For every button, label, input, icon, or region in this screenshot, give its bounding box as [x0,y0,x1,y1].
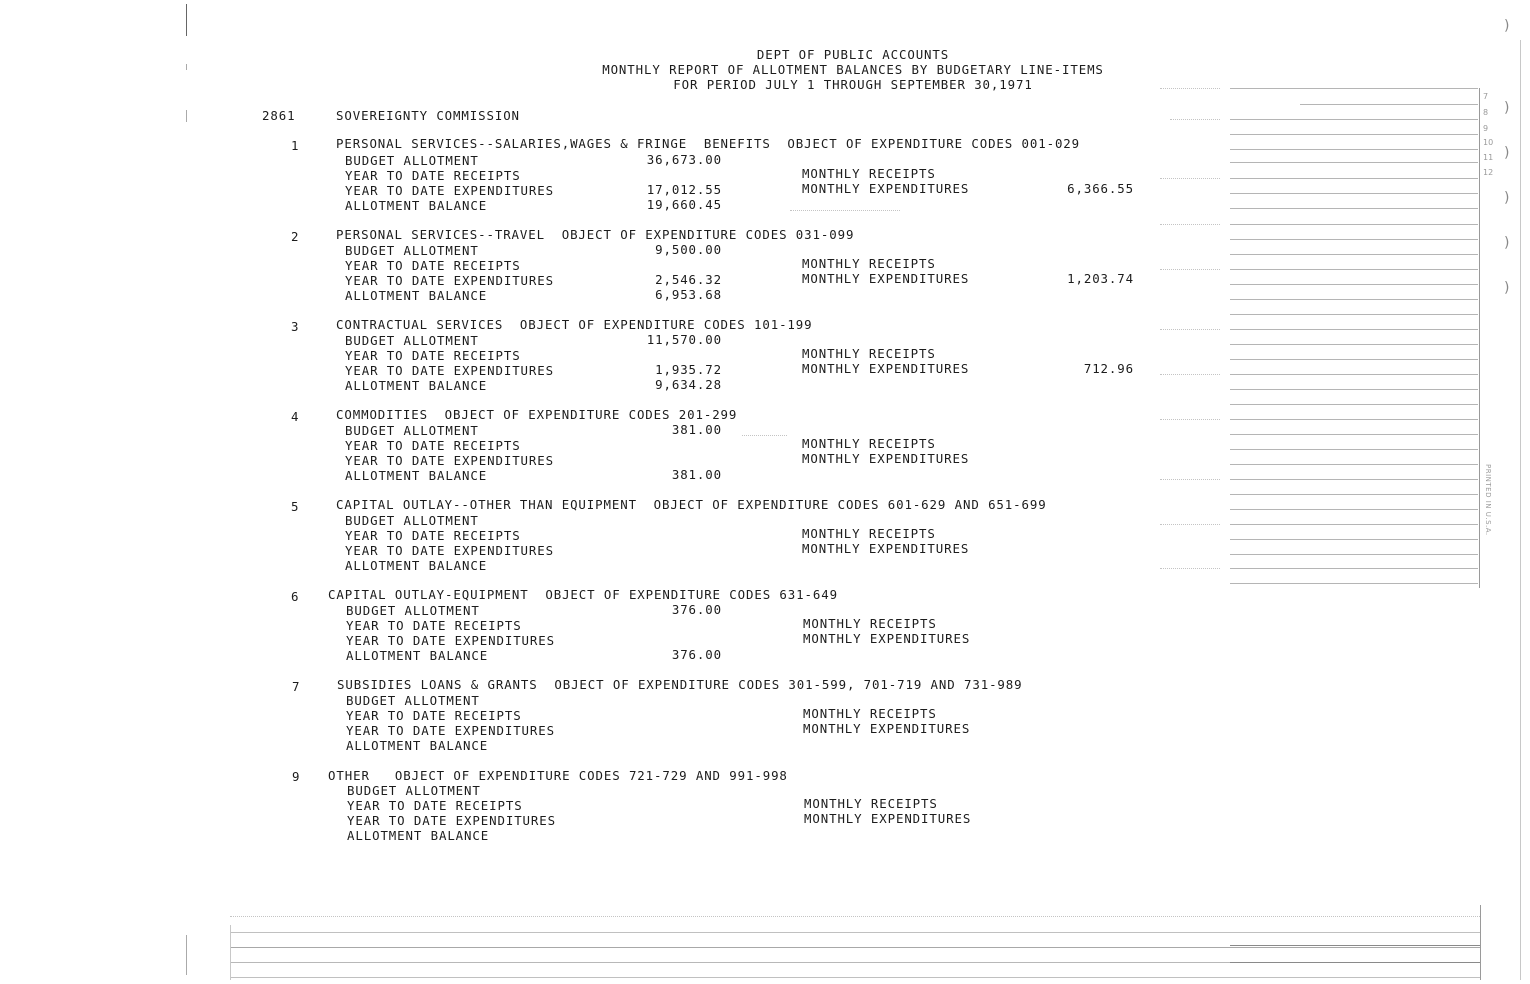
label-allotment-balance: ALLOTMENT BALANCE [345,468,488,483]
left-margin-mark [186,4,187,36]
value-allotment-balance: 376.00 [671,647,722,662]
label-ytd-receipts: YEAR TO DATE RECEIPTS [345,348,521,363]
label-monthly-receipts: MONTHLY RECEIPTS [804,796,938,811]
binding-hole-mark: ) [1504,235,1510,251]
value-ytd-expenditures: 2,546.32 [655,272,722,287]
item-number: 7 [292,679,301,694]
label-ytd-expenditures: YEAR TO DATE EXPENDITURES [346,633,555,648]
label-monthly-receipts: MONTHLY RECEIPTS [803,706,937,721]
report-header-line1: DEPT OF PUBLIC ACCOUNTS [756,47,950,62]
value-ytd-expenditures: 1,935.72 [655,362,722,377]
item-number: 9 [292,769,301,784]
report-header-line2: MONTHLY REPORT OF ALLOTMENT BALANCES BY BUDGETARY LINE-ITEMS [602,62,1104,77]
label-allotment-balance: ALLOTMENT BALANCE [346,648,489,663]
label-monthly-expenditures: MONTHLY EXPENDITURES [803,721,971,736]
binding-hole-mark: ) [1504,190,1510,206]
item-number: 5 [291,499,300,514]
label-monthly-receipts: MONTHLY RECEIPTS [802,436,936,451]
item-number: 2 [291,229,300,244]
item-title: CONTRACTUAL SERVICES OBJECT OF EXPENDITURE CODES 101-199 [336,317,813,332]
label-ytd-receipts: YEAR TO DATE RECEIPTS [345,168,521,183]
label-monthly-expenditures: MONTHLY EXPENDITURES [803,631,971,646]
label-monthly-expenditures: MONTHLY EXPENDITURES [802,361,970,376]
margin-number: 8 [1483,108,1489,117]
label-ytd-expenditures: YEAR TO DATE EXPENDITURES [345,273,554,288]
margin-number: 11 [1483,153,1494,162]
label-ytd-expenditures: YEAR TO DATE EXPENDITURES [345,543,554,558]
label-allotment-balance: ALLOTMENT BALANCE [346,738,489,753]
label-ytd-expenditures: YEAR TO DATE EXPENDITURES [345,183,554,198]
printed-in-usa-note: PRINTED IN U.S.A. [1484,464,1492,536]
item-title: CAPITAL OUTLAY--OTHER THAN EQUIPMENT OBJECT OF EXPENDITURE CODES 601-629 AND 651-699 [336,497,1047,512]
binding-hole-mark: ) [1504,100,1510,116]
item-number: 1 [291,138,300,153]
value-allotment-balance: 6,953.68 [655,287,722,302]
agency-code: 2861 [262,108,296,123]
value-ytd-expenditures: 17,012.55 [646,182,722,197]
margin-number: 12 [1483,168,1494,177]
label-allotment-balance: ALLOTMENT BALANCE [345,558,488,573]
value-budget-allotment: 376.00 [671,602,722,617]
label-allotment-balance: ALLOTMENT BALANCE [345,378,488,393]
value-allotment-balance: 381.00 [671,467,722,482]
label-budget-allotment: BUDGET ALLOTMENT [345,153,479,168]
left-margin-mark [186,110,187,122]
report-header-line3: FOR PERIOD JULY 1 THROUGH SEPTEMBER 30,1971 [673,77,1033,92]
item-title: CAPITAL OUTLAY-EQUIPMENT OBJECT OF EXPENDITURE CODES 631-649 [328,587,838,602]
label-ytd-expenditures: YEAR TO DATE EXPENDITURES [345,453,554,468]
item-title: SUBSIDIES LOANS & GRANTS OBJECT OF EXPENDITURE CODES 301-599, 701-719 AND 731-989 [337,677,1023,692]
value-monthly-expenditures: 712.96 [1083,361,1134,376]
value-allotment-balance: 19,660.45 [646,197,722,212]
label-ytd-receipts: YEAR TO DATE RECEIPTS [345,258,521,273]
margin-number: 10 [1483,138,1494,147]
agency-name: SOVEREIGNTY COMMISSION [336,108,520,123]
label-monthly-receipts: MONTHLY RECEIPTS [802,346,936,361]
binding-hole-mark: ) [1504,280,1510,296]
binding-hole-mark: ) [1504,145,1510,161]
label-allotment-balance: ALLOTMENT BALANCE [347,828,490,843]
value-allotment-balance: 9,634.28 [655,377,722,392]
label-monthly-expenditures: MONTHLY EXPENDITURES [802,451,970,466]
label-budget-allotment: BUDGET ALLOTMENT [346,603,480,618]
item-title: PERSONAL SERVICES--SALARIES,WAGES & FRINGE BENEFITS OBJECT OF EXPENDITURE CODES 001-029 [336,136,1081,151]
value-budget-allotment: 36,673.00 [646,152,722,167]
item-title: OTHER OBJECT OF EXPENDITURE CODES 721-729 AND 991-998 [328,768,788,783]
item-title: COMMODITIES OBJECT OF EXPENDITURE CODES 201-299 [336,407,738,422]
value-monthly-expenditures: 6,366.55 [1067,181,1134,196]
binding-hole-mark: ) [1504,18,1510,34]
label-budget-allotment: BUDGET ALLOTMENT [347,783,481,798]
value-budget-allotment: 9,500.00 [655,242,722,257]
label-ytd-receipts: YEAR TO DATE RECEIPTS [346,618,522,633]
label-budget-allotment: BUDGET ALLOTMENT [346,693,480,708]
label-budget-allotment: BUDGET ALLOTMENT [345,513,479,528]
label-monthly-expenditures: MONTHLY EXPENDITURES [802,541,970,556]
label-allotment-balance: ALLOTMENT BALANCE [345,288,488,303]
margin-number: 7 [1483,92,1489,101]
label-monthly-expenditures: MONTHLY EXPENDITURES [802,181,970,196]
label-budget-allotment: BUDGET ALLOTMENT [345,423,479,438]
label-ytd-expenditures: YEAR TO DATE EXPENDITURES [345,363,554,378]
label-ytd-expenditures: YEAR TO DATE EXPENDITURES [347,813,556,828]
label-ytd-expenditures: YEAR TO DATE EXPENDITURES [346,723,555,738]
label-allotment-balance: ALLOTMENT BALANCE [345,198,488,213]
label-budget-allotment: BUDGET ALLOTMENT [345,243,479,258]
label-monthly-receipts: MONTHLY RECEIPTS [802,256,936,271]
label-ytd-receipts: YEAR TO DATE RECEIPTS [345,438,521,453]
value-budget-allotment: 381.00 [671,422,722,437]
label-monthly-receipts: MONTHLY RECEIPTS [802,526,936,541]
label-ytd-receipts: YEAR TO DATE RECEIPTS [345,528,521,543]
label-ytd-receipts: YEAR TO DATE RECEIPTS [346,708,522,723]
value-monthly-expenditures: 1,203.74 [1067,271,1134,286]
item-number: 4 [291,409,300,424]
label-budget-allotment: BUDGET ALLOTMENT [345,333,479,348]
label-monthly-receipts: MONTHLY RECEIPTS [802,166,936,181]
item-number: 3 [291,319,300,334]
value-budget-allotment: 11,570.00 [646,332,722,347]
label-monthly-receipts: MONTHLY RECEIPTS [803,616,937,631]
label-monthly-expenditures: MONTHLY EXPENDITURES [802,271,970,286]
margin-number: 9 [1483,124,1489,133]
left-margin-mark [186,935,187,975]
label-ytd-receipts: YEAR TO DATE RECEIPTS [347,798,523,813]
label-monthly-expenditures: MONTHLY EXPENDITURES [804,811,972,826]
item-title: PERSONAL SERVICES--TRAVEL OBJECT OF EXPENDITURE CODES 031-099 [336,227,855,242]
item-number: 6 [291,589,300,604]
